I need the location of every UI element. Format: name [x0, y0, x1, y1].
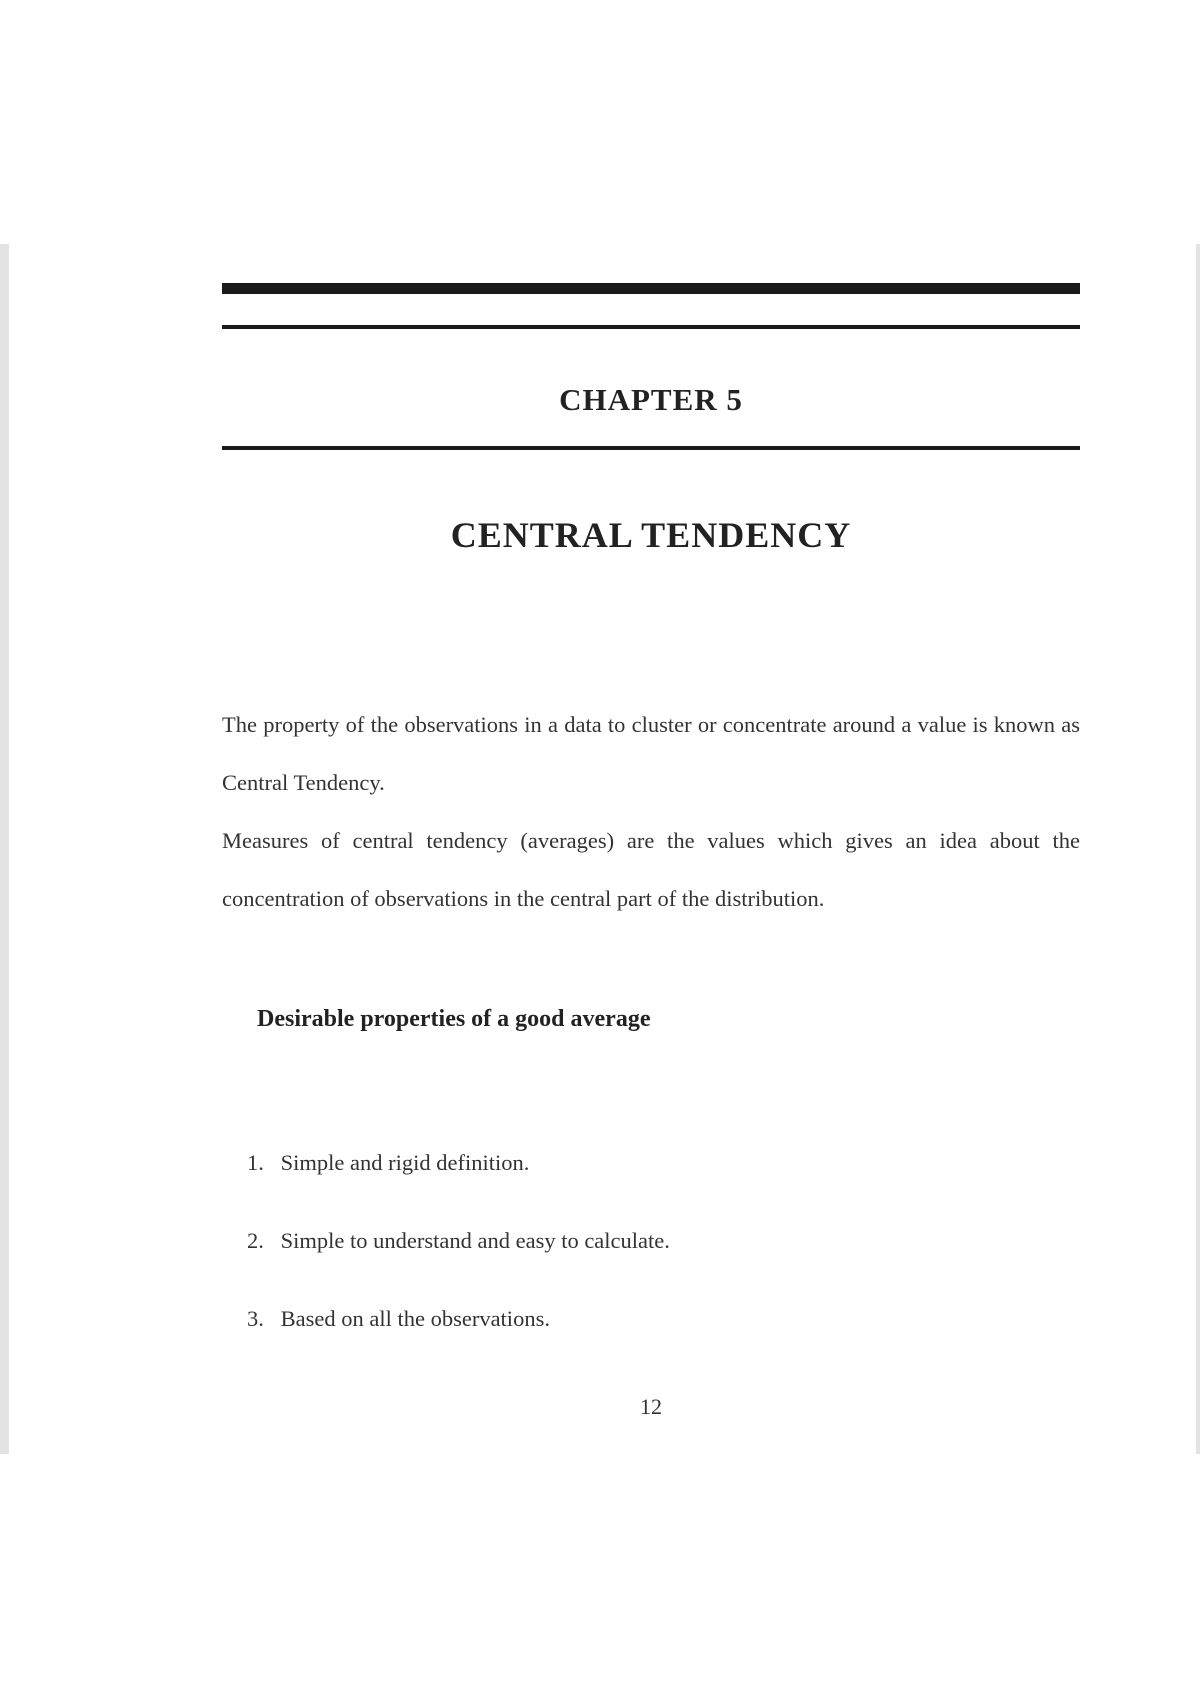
paragraph-text: The property of the observations in a data to cluster or concentrate around a value is known as Central Tendency.	[222, 712, 1080, 795]
list-item	[247, 1306, 550, 1332]
measures-paragraph	[222, 812, 1080, 928]
page-number: 12	[640, 1394, 662, 1419]
chapter-title: CENTRAL TENDENCY	[450, 515, 852, 555]
intro-paragraph	[222, 696, 1080, 812]
list-item	[247, 1150, 529, 1176]
chapter-label: CHAPTER 5	[559, 382, 743, 417]
upper-thin-rule	[222, 325, 1080, 329]
section-heading: Desirable properties of a good average	[257, 1006, 651, 1032]
paragraph-text: Measures of central tendency (averages) are the values which gives an idea about the concentration of observations in the central part of the distribution.	[222, 828, 1080, 911]
list-item-number: 2.	[247, 1228, 264, 1253]
lower-thin-rule	[222, 446, 1080, 450]
viewer-left-edge	[0, 244, 9, 1454]
viewer-right-edge	[1196, 244, 1200, 1454]
list-item-text: Based on all the observations.	[280, 1306, 550, 1331]
list-item-number: 1.	[247, 1150, 264, 1175]
list-item-text: Simple and rigid definition.	[280, 1150, 530, 1175]
list-item-number: 3.	[247, 1306, 264, 1331]
list-item-text: Simple to understand and easy to calculate.	[280, 1228, 670, 1253]
list-item	[247, 1228, 670, 1254]
top-thick-rule	[222, 283, 1080, 294]
document-page	[9, 244, 1196, 1454]
